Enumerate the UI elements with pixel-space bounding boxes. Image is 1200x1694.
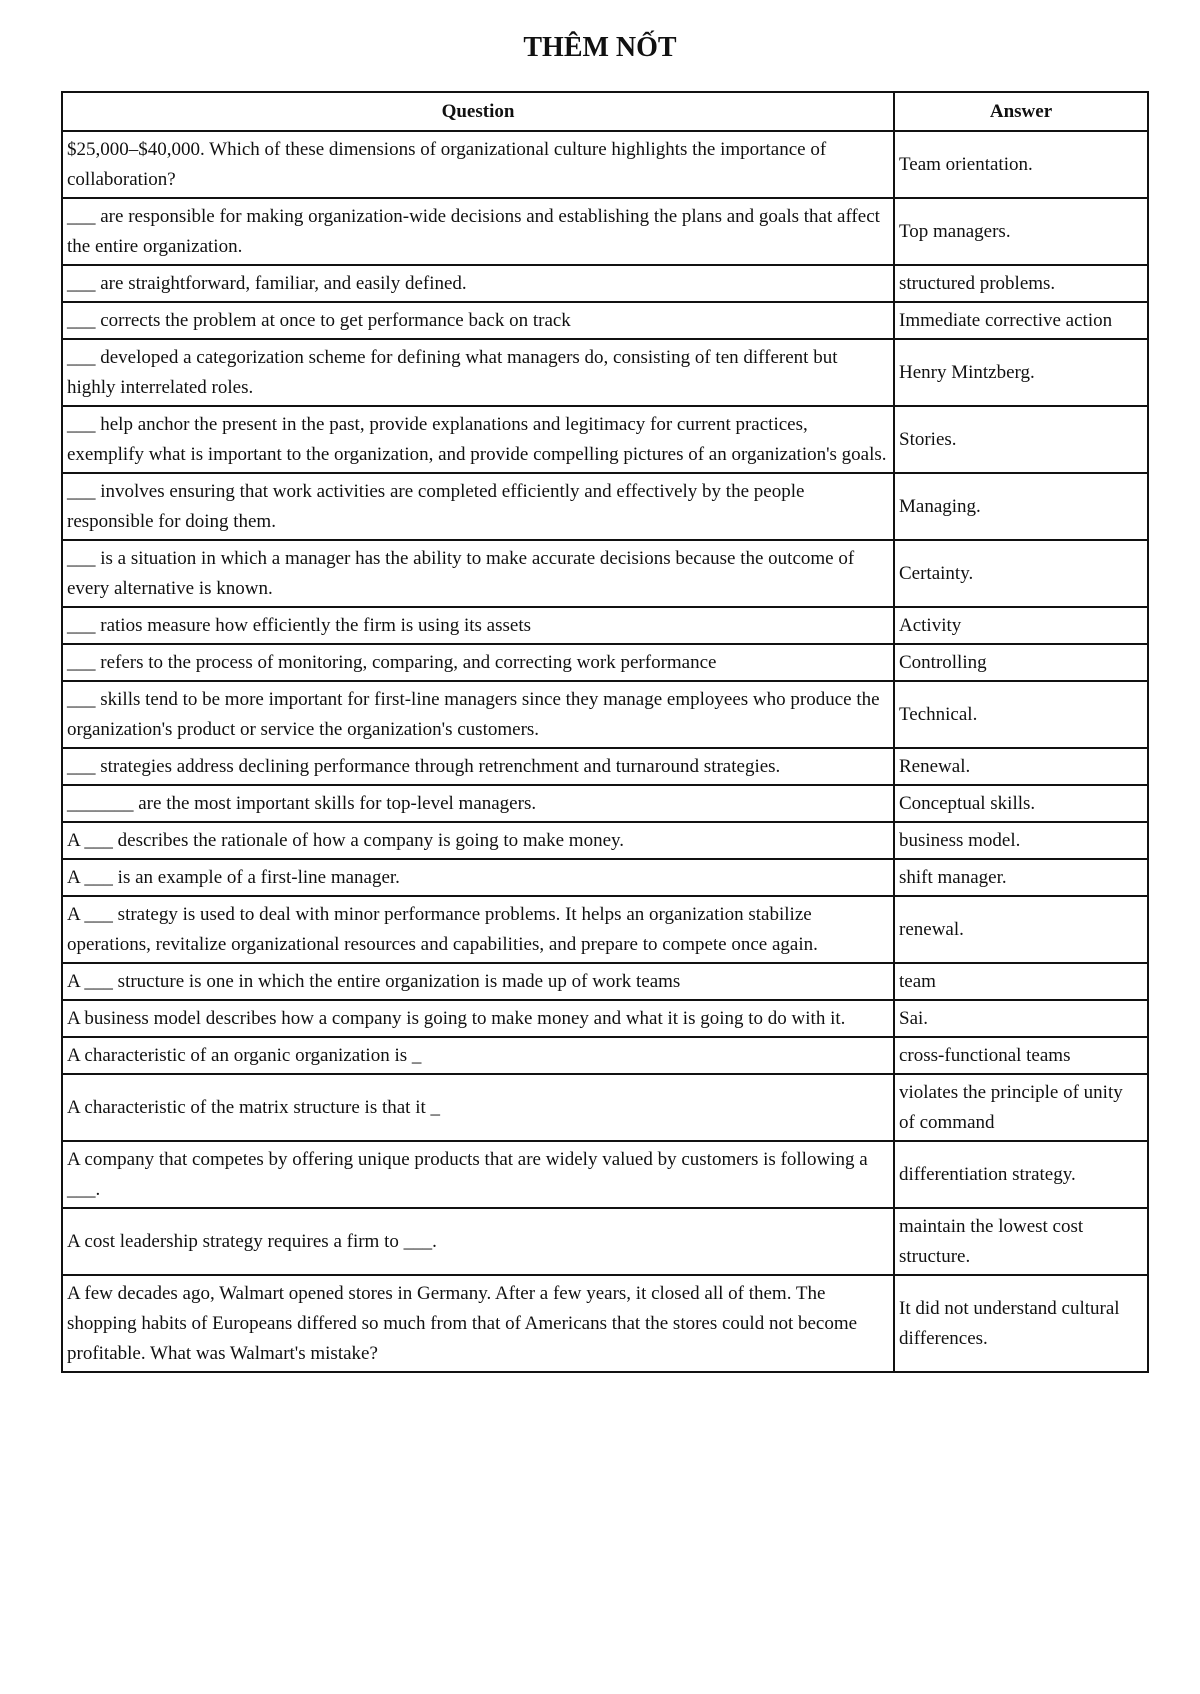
table-row (62, 963, 1148, 1000)
question-cell: ___ refers to the process of monitoring, comparing, and correcting work performance (62, 644, 894, 681)
table-row (62, 859, 1148, 896)
table-row (62, 1037, 1148, 1074)
question-cell: ___ is a situation in which a manager has the ability to make accurate decisions because the outcome of every alternative is known. (62, 540, 894, 607)
answer-cell: Renewal. (894, 748, 1148, 785)
question-cell: A ___ structure is one in which the entire organization is made up of work teams (62, 963, 894, 1000)
question-cell: A few decades ago, Walmart opened stores in Germany. After a few years, it closed all of them. The shopping habits of Europeans differed so much from that of Americans that the stores could not become profitable. What was Walmart's mistake? (62, 1275, 894, 1372)
question-cell: ___ are straightforward, familiar, and easily defined. (62, 265, 894, 302)
table-row (62, 198, 1148, 265)
table-row (62, 265, 1148, 302)
table-body (62, 131, 1148, 1372)
answer-cell: shift manager. (894, 859, 1148, 896)
question-cell: A cost leadership strategy requires a firm to ___. (62, 1208, 894, 1275)
question-cell: A ___ strategy is used to deal with minor performance problems. It helps an organization stabilize operations, revitalize organizational resources and capabilities, and prepare to compete once again. (62, 896, 894, 963)
question-column-header: Question (62, 92, 894, 131)
answer-cell: Stories. (894, 406, 1148, 473)
table-row (62, 607, 1148, 644)
question-cell: A characteristic of an organic organization is _ (62, 1037, 894, 1074)
question-cell: ___ are responsible for making organization-wide decisions and establishing the plans and goals that affect the entire organization. (62, 198, 894, 265)
answer-cell: renewal. (894, 896, 1148, 963)
table-row (62, 681, 1148, 748)
table-row (62, 896, 1148, 963)
question-cell: ___ strategies address declining performance through retrenchment and turnaround strategies. (62, 748, 894, 785)
question-cell: A business model describes how a company is going to make money and what it is going to do with it. (62, 1000, 894, 1037)
table-row (62, 302, 1148, 339)
table-row (62, 1141, 1148, 1208)
answer-cell: violates the principle of unity of command (894, 1074, 1148, 1141)
question-cell: ___ corrects the problem at once to get performance back on track (62, 302, 894, 339)
answer-cell: Team orientation. (894, 131, 1148, 198)
table-row (62, 1000, 1148, 1037)
table-row (62, 644, 1148, 681)
question-cell: A ___ describes the rationale of how a company is going to make money. (62, 822, 894, 859)
question-cell: ___ help anchor the present in the past, provide explanations and legitimacy for current practices, exemplify what is important to the organization, and provide compelling pictures of an organization's goals. (62, 406, 894, 473)
answer-column-header: Answer (894, 92, 1148, 131)
table-row (62, 131, 1148, 198)
table-row (62, 785, 1148, 822)
answer-cell: structured problems. (894, 265, 1148, 302)
table-header-row (62, 92, 1148, 131)
table-row (62, 748, 1148, 785)
question-cell: _______ are the most important skills for top-level managers. (62, 785, 894, 822)
table-row (62, 339, 1148, 406)
answer-cell: Certainty. (894, 540, 1148, 607)
question-cell: ___ ratios measure how efficiently the firm is using its assets (62, 607, 894, 644)
question-cell: ___ developed a categorization scheme for defining what managers do, consisting of ten different but highly interrelated roles. (62, 339, 894, 406)
answer-cell: Conceptual skills. (894, 785, 1148, 822)
qa-table (61, 91, 1149, 1373)
question-cell: A characteristic of the matrix structure is that it _ (62, 1074, 894, 1141)
question-cell: ___ involves ensuring that work activities are completed efficiently and effectively by the people responsible for doing them. (62, 473, 894, 540)
answer-cell: Henry Mintzberg. (894, 339, 1148, 406)
answer-cell: Technical. (894, 681, 1148, 748)
page-title: THÊM NỐT (523, 32, 677, 63)
answer-cell: Controlling (894, 644, 1148, 681)
answer-cell: Immediate corrective action (894, 302, 1148, 339)
answer-cell: It did not understand cultural differences. (894, 1275, 1148, 1372)
answer-cell: Activity (894, 607, 1148, 644)
answer-cell: maintain the lowest cost structure. (894, 1208, 1148, 1275)
answer-cell: Top managers. (894, 198, 1148, 265)
answer-cell: Sai. (894, 1000, 1148, 1037)
question-cell: A ___ is an example of a first-line manager. (62, 859, 894, 896)
answer-cell: differentiation strategy. (894, 1141, 1148, 1208)
answer-cell: business model. (894, 822, 1148, 859)
table-row (62, 540, 1148, 607)
answer-cell: Managing. (894, 473, 1148, 540)
question-cell: A company that competes by offering unique products that are widely valued by customers is following a ___. (62, 1141, 894, 1208)
question-cell: $25,000–$40,000. Which of these dimensions of organizational culture highlights the importance of collaboration? (62, 131, 894, 198)
answer-cell: team (894, 963, 1148, 1000)
table-row (62, 1208, 1148, 1275)
table-row (62, 473, 1148, 540)
table-row (62, 1275, 1148, 1372)
answer-cell: cross-functional teams (894, 1037, 1148, 1074)
table-row (62, 406, 1148, 473)
question-cell: ___ skills tend to be more important for first-line managers since they manage employees who produce the organization's product or service the organization's customers. (62, 681, 894, 748)
table-row (62, 822, 1148, 859)
table-row (62, 1074, 1148, 1141)
